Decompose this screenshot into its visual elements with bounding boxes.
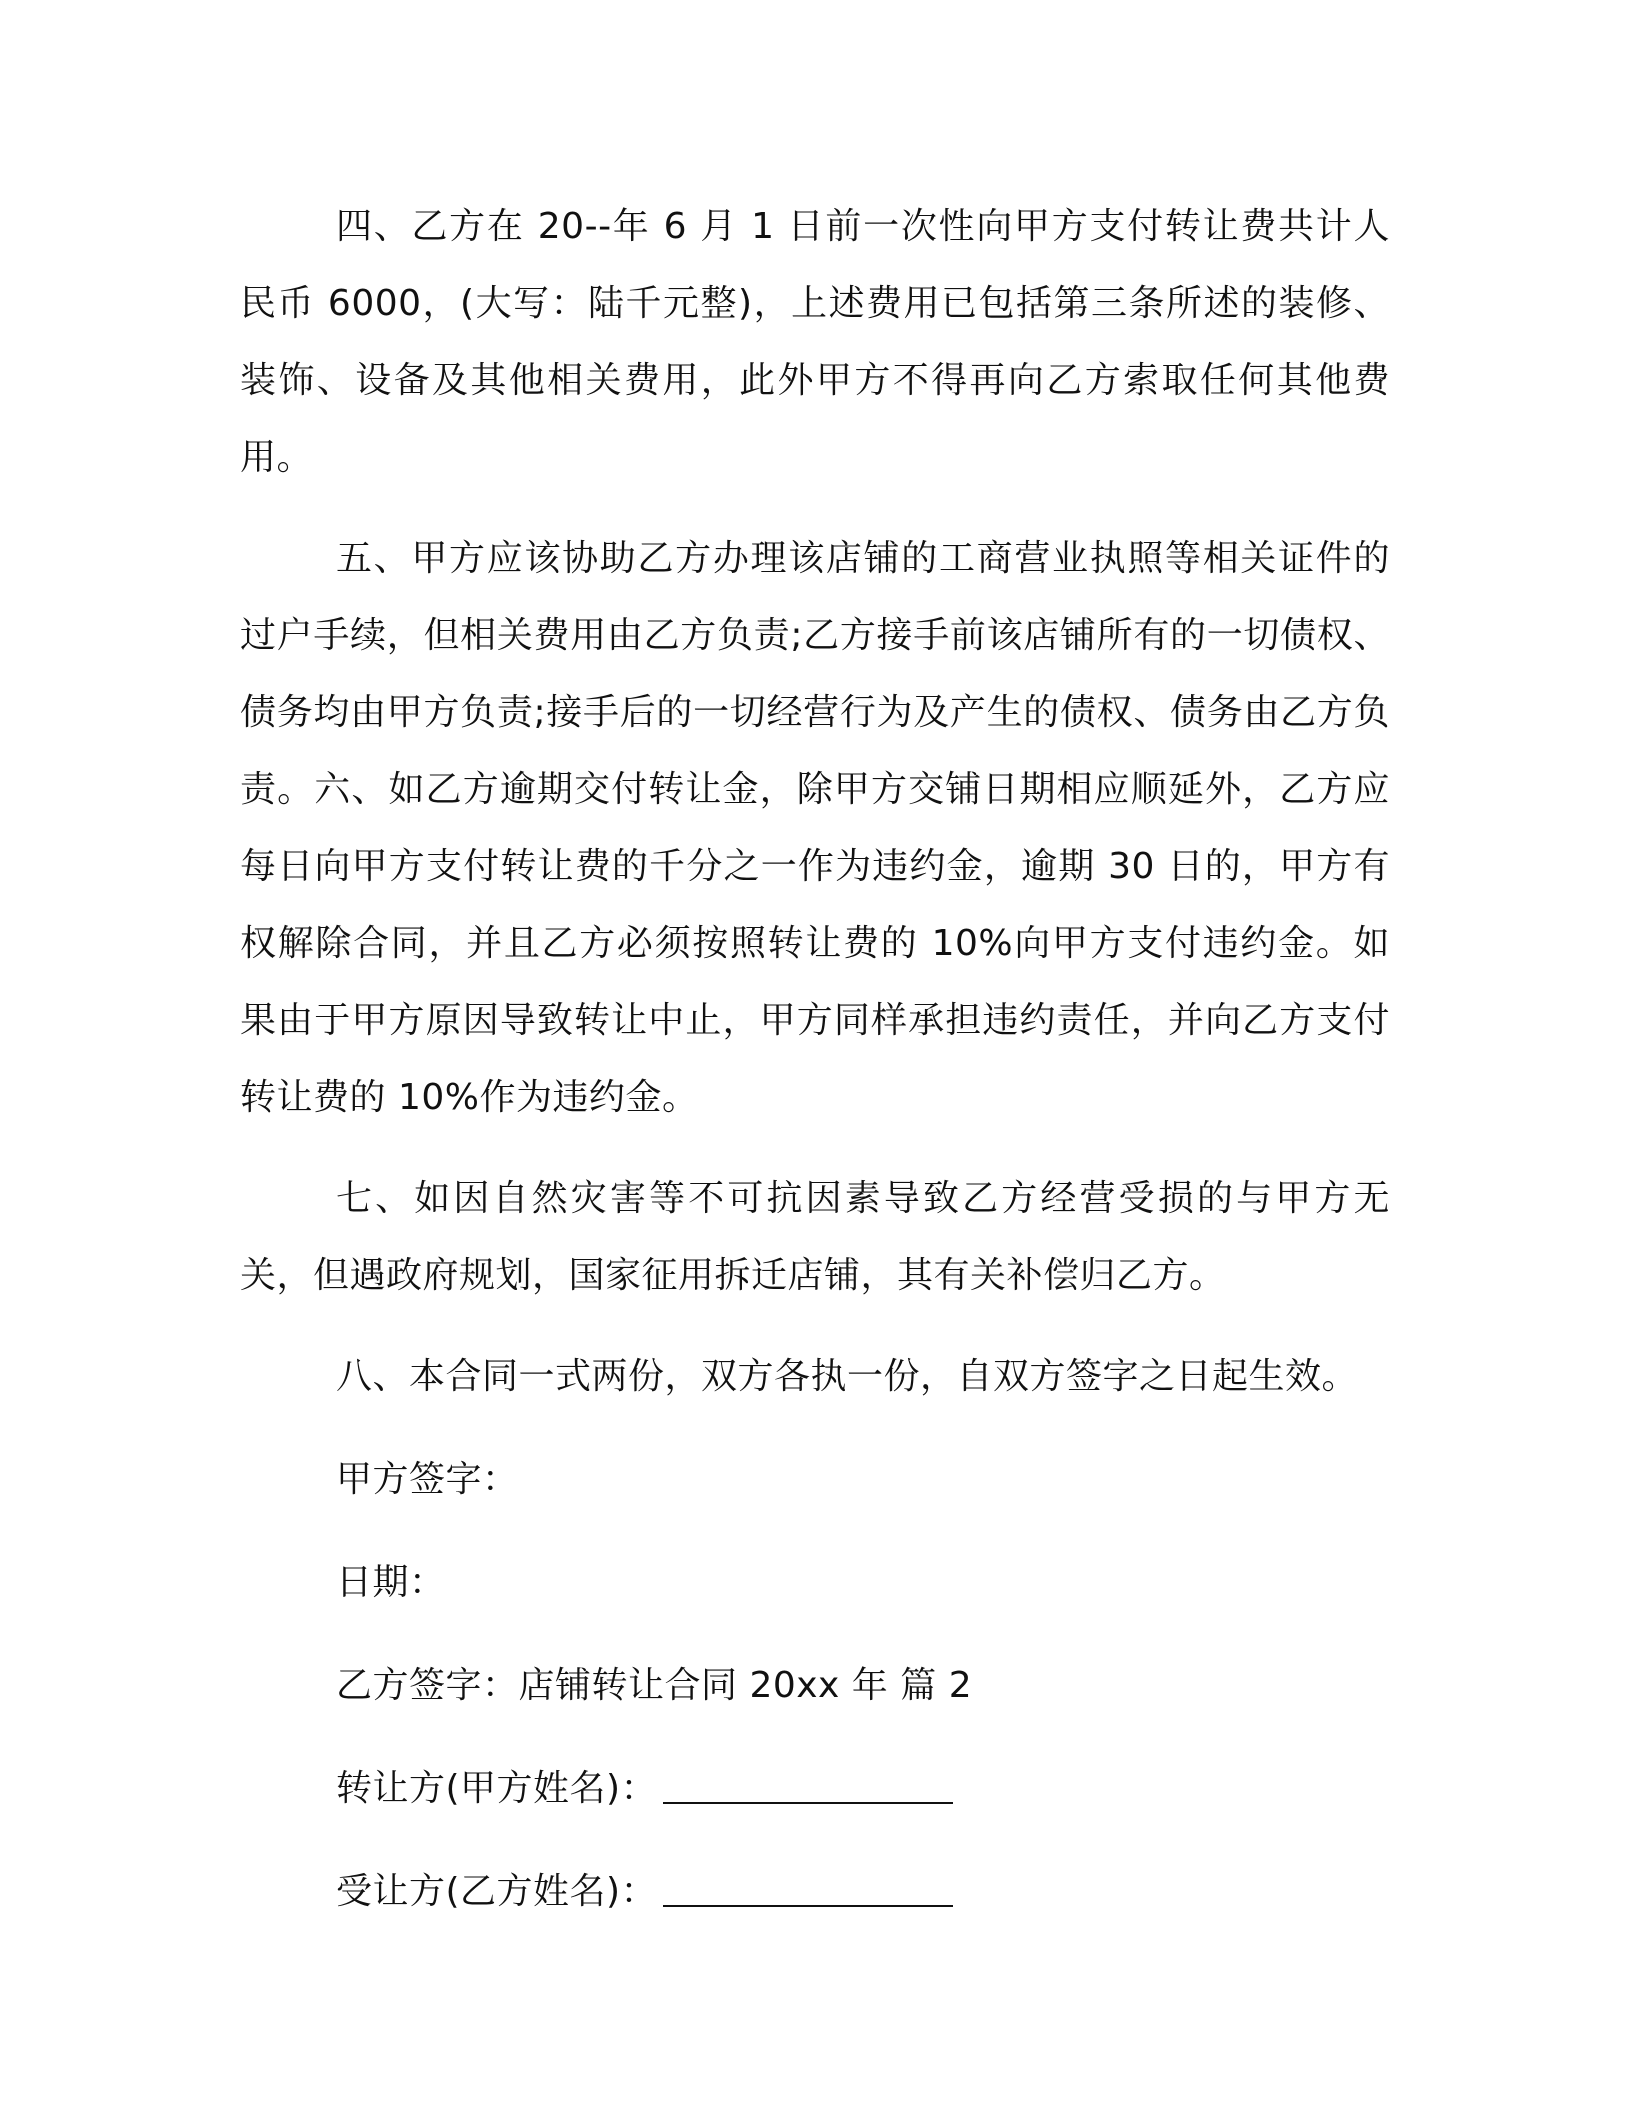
date-label: 日期： xyxy=(336,1562,446,1603)
transferor-line xyxy=(336,1750,1390,1827)
clause-4-paragraph: 四、乙方在 20--年 6 月 1 日前一次性向甲方支付转让费共计人民币 6000，(大写：陆千元整)，上述费用已包括第三条所述的装修、装饰、设备及其他相关费用，此外甲方不得再向乙方索取任何其他费用。 xyxy=(240,206,1390,478)
transferee-label: 受让方(乙方姓名)： xyxy=(336,1871,658,1912)
transferee-line xyxy=(336,1853,1390,1930)
clause-7-paragraph: 七、如因自然灾害等不可抗因素导致乙方经营受损的与甲方无关，但遇政府规划，国家征用拆迁店铺，其有关补偿归乙方。 xyxy=(240,1178,1390,1296)
party-a-signature-label: 甲方签字： xyxy=(336,1459,519,1500)
transferee-name-blank xyxy=(663,1853,953,1907)
clause-8-line: 八、本合同一式两份，双方各执一份，自双方签字之日起生效。 xyxy=(336,1356,1359,1397)
document-body xyxy=(240,188,1390,1956)
transferor-label: 转让方(甲方姓名)： xyxy=(336,1768,658,1809)
transferor-name-blank xyxy=(663,1750,953,1804)
party-b-signature-label: 乙方签字：店铺转让合同 20xx 年 篇 2 xyxy=(336,1665,973,1706)
clause-5-6-paragraph: 五、甲方应该协助乙方办理该店铺的工商营业执照等相关证件的过户手续，但相关费用由乙方负责;乙方接手前该店铺所有的一切债权、债务均由甲方负责;接手后的一切经营行为及产生的债权、债务由乙方负责。六、如乙方逾期交付转让金，除甲方交铺日期相应顺延外，乙方应每日向甲方支付转让费的千分之一作为违约金，逾期 30 日的，甲方有权解除合同，并且乙方必须按照转让费的 10%向甲方支付违约金。如果由于甲方原因导致转让中止，甲方同样承担违约责任，并向乙方支付转让费的 10%作为违约金。 xyxy=(240,538,1390,1118)
